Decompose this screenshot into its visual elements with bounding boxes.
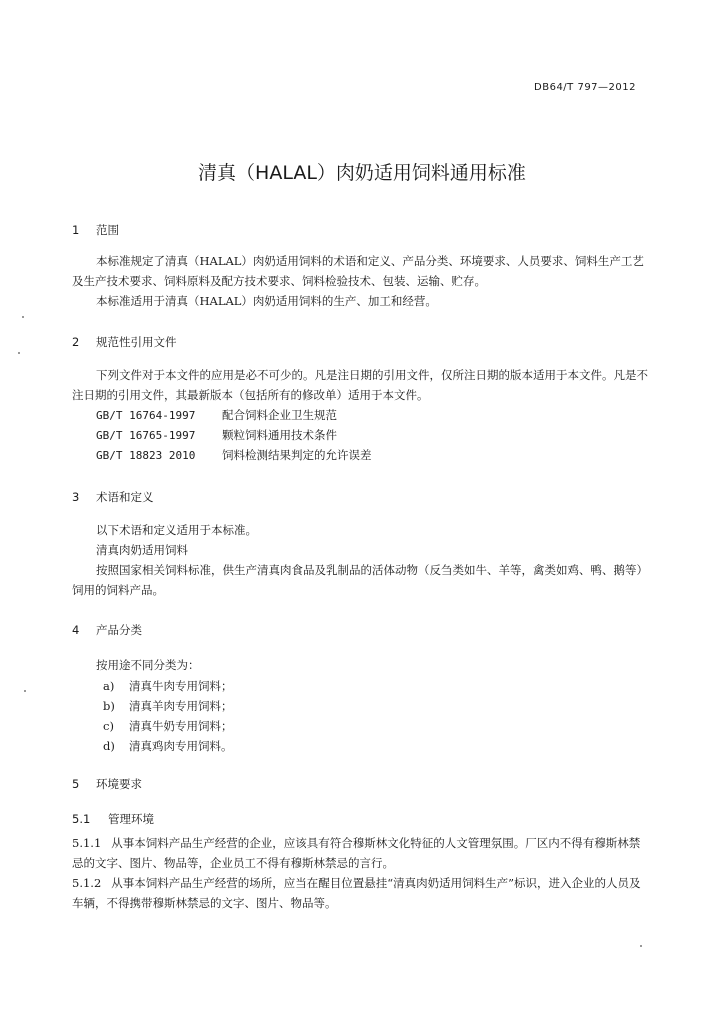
section-4-heading: [72, 622, 142, 638]
reference-item: [96, 425, 337, 446]
list-label: d): [103, 739, 115, 753]
section-3-heading: [72, 489, 154, 505]
section-title: 范围: [96, 223, 119, 237]
list-label: a): [103, 679, 115, 693]
term-definition: 按照国家相关饲料标准，供生产清真肉食品及乳制品的活体动物（反刍类如牛、羊等，禽类如鸡、鸭、鹅等）饲用的饲料产品。: [72, 563, 648, 597]
reference-item: [96, 445, 372, 466]
subsection-title: 管理环境: [108, 812, 154, 826]
section-number: 2: [72, 335, 80, 349]
document-number: DB64/T 797—2012: [534, 82, 636, 93]
section-title: 规范性引用文件: [96, 335, 177, 349]
list-text: 清真鸡肉专用饲料。: [129, 739, 233, 753]
list-text: 清真牛奶专用饲料；: [129, 719, 233, 733]
list-text: 清真羊肉专用饲料；: [129, 699, 233, 713]
section-number: 3: [72, 490, 80, 504]
section-1-paragraph-1: 本标准规定了清真（HALAL）肉奶适用饲料的术语和定义、产品分类、环境要求、人员要求、饲料生产工艺及生产技术要求、饲料原料及配方技术要求、饲料检验技术、包装、运输、贮存。: [72, 254, 644, 288]
clause-5-1-2: [72, 873, 648, 913]
section-1-paragraph-2: 本标准适用于清真（HALAL）肉奶适用饲料的生产、加工和经营。: [96, 294, 437, 308]
list-label: c): [103, 719, 114, 733]
section-number: 1: [72, 223, 80, 237]
clause-number: 5.1.2: [72, 876, 102, 890]
clause-text: 从事本饲料产品生产经营的场所，应当在醒目位置悬挂“清真肉奶适用饲料生产”标识，进入企业的人员及车辆，不得携带穆斯林禁忌的文字、图片、物品等。: [72, 876, 641, 910]
list-label: b): [103, 699, 115, 713]
section-3-intro: 以下术语和定义适用于本标准。: [96, 523, 257, 537]
section-title: 环境要求: [96, 777, 142, 791]
scan-speck: [18, 352, 20, 354]
subsection-5-1-heading: [72, 811, 154, 827]
reference-name: 饲料检测结果判定的允许误差: [222, 448, 372, 462]
document-title: 清真（HALAL）肉奶适用饲料通用标准: [198, 162, 526, 184]
section-number: 4: [72, 623, 80, 637]
section-1-heading: [72, 222, 119, 238]
section-2-paragraph: 下列文件对于本文件的应用是必不可少的。凡是注日期的引用文件，仅所注日期的版本适用于本文件。凡是不注日期的引用文件，其最新版本（包括所有的修改单）适用于本文件。: [72, 368, 648, 402]
reference-name: 颗粒饲料通用技术条件: [222, 428, 337, 442]
section-number: 5: [72, 777, 80, 791]
scan-speck: [24, 690, 26, 692]
list-item: [103, 696, 233, 716]
subsection-number: 5.1: [72, 812, 91, 826]
section-title: 术语和定义: [96, 490, 154, 504]
reference-code: GB/T 18823 2010: [96, 449, 196, 462]
list-text: 清真牛肉专用饲料；: [129, 679, 233, 693]
reference-code: GB/T 16764-1997: [96, 409, 196, 422]
reference-name: 配合饲料企业卫生规范: [222, 408, 337, 422]
reference-code: GB/T 16765-1997: [96, 429, 196, 442]
list-item: [103, 676, 233, 696]
section-2-heading: [72, 334, 177, 350]
clause-5-1-1: [72, 833, 648, 873]
section-4-intro: 按用途不同分类为：: [96, 658, 200, 672]
scan-speck: [22, 316, 24, 318]
section-5-heading: [72, 776, 142, 792]
clause-text: 从事本饲料产品生产经营的企业，应该具有符合穆斯林文化特征的人文管理氛围。厂区内不得有穆斯林禁忌的文字、图片、物品等，企业员工不得有穆斯林禁忌的言行。: [72, 836, 641, 870]
section-title: 产品分类: [96, 623, 142, 637]
reference-item: [96, 405, 337, 426]
list-item: [103, 716, 233, 736]
list-item: [103, 736, 233, 756]
scan-speck: [640, 945, 642, 947]
term-name: 清真肉奶适用饲料: [96, 543, 188, 557]
clause-number: 5.1.1: [72, 836, 102, 850]
